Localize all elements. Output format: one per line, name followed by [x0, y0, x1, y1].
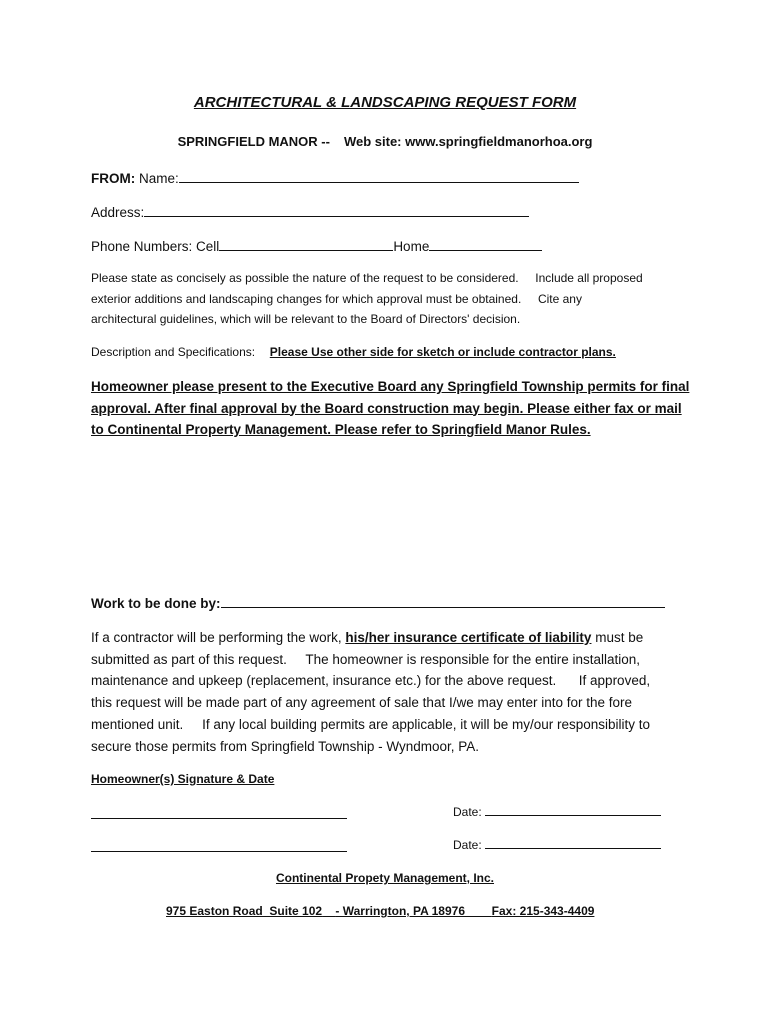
insurance-certificate-text: his/her insurance certificate of liability [345, 630, 592, 645]
community-name: SPRINGFIELD MANOR -- [177, 134, 330, 149]
description-label: Description and Specifications: [91, 345, 256, 359]
paragraph-line: submitted as part of this request. The homeowner is responsible for the entire installation, [91, 651, 641, 667]
company-fax: Fax: 215-343-4409 [491, 904, 595, 918]
date-label: Date: [453, 838, 482, 852]
form-title: ARCHITECTURAL & LANDSCAPING REQUEST FORM [193, 94, 577, 111]
notice-line: approval. After final approval by the Board construction may begin. Please either fax or mail [91, 400, 682, 416]
signature-line-2 [91, 839, 347, 857]
notice-line: Homeowner please present to the Executive Board any Springfield Township permits for final [91, 379, 690, 394]
name-field[interactable] [179, 169, 579, 183]
signature-field-2[interactable] [91, 839, 347, 852]
paragraph-text: If a contractor will be performing the work, [91, 630, 346, 645]
address-label: Address: [91, 205, 145, 220]
address-field[interactable] [144, 203, 529, 217]
paragraph-line [91, 627, 650, 649]
signature-line-1 [91, 806, 347, 824]
work-row [91, 594, 665, 611]
from-name-row [91, 169, 579, 186]
address-row [91, 203, 529, 220]
date-label: Date: [453, 805, 482, 819]
work-field[interactable] [221, 594, 665, 608]
company-address-row [166, 904, 594, 918]
instructions [91, 268, 643, 330]
date-field-2[interactable] [485, 836, 661, 849]
phone-cell-label: Phone Numbers: Cell [91, 239, 220, 254]
notice-line: to Continental Property Management. Please refer to Springfield Manor Rules. [91, 422, 591, 437]
instructions-line: exterior additions and landscaping changes for which approval must be obtained. Cite any [91, 291, 582, 306]
name-label: Name: [139, 171, 179, 186]
paragraph-text: must be [591, 630, 644, 645]
paragraph-line: maintenance and upkeep (replacement, insurance etc.) for the above request. If approved, [91, 673, 651, 689]
form-subtitle [0, 134, 770, 149]
paragraph-line: secure those permits from Springfield Township - Wyndmoor, PA. [91, 738, 480, 754]
phone-row [91, 237, 542, 254]
company-city: - Warrington, PA 18976 [335, 904, 465, 918]
date-row-1 [453, 802, 661, 823]
from-label: FROM: [91, 171, 136, 186]
phone-home-label: Home [393, 239, 430, 254]
contractor-paragraph [91, 627, 650, 757]
cell-phone-field[interactable] [219, 237, 393, 251]
instructions-line: architectural guidelines, which will be relevant to the Board of Directors' decision. [91, 312, 521, 326]
signature-field-1[interactable] [91, 806, 347, 819]
permit-notice [91, 376, 689, 441]
date-field-1[interactable] [485, 803, 661, 816]
home-phone-field[interactable] [429, 237, 542, 251]
paragraph-line: mentioned unit. If any local building permits are applicable, it will be my/our responsibility to [91, 716, 651, 732]
website-text: Web site: www.springfieldmanorhoa.org [343, 134, 593, 149]
company-name: Continental Propety Management, Inc. [275, 871, 495, 885]
date-row-2 [453, 835, 661, 856]
work-label: Work to be done by: [91, 596, 221, 611]
description-note: Please Use other side for sketch or include contractor plans. [269, 345, 616, 359]
paragraph-line: this request will be made part of any agreement of sale that I/we may enter into for the fore [91, 695, 633, 711]
description-row [91, 342, 616, 363]
instructions-line: Please state as concisely as possible the nature of the request to be considered. Include all proposed [91, 271, 643, 285]
signature-heading: Homeowner(s) Signature & Date [91, 772, 275, 786]
company-address: 975 Easton Road Suite 102 [166, 904, 323, 918]
